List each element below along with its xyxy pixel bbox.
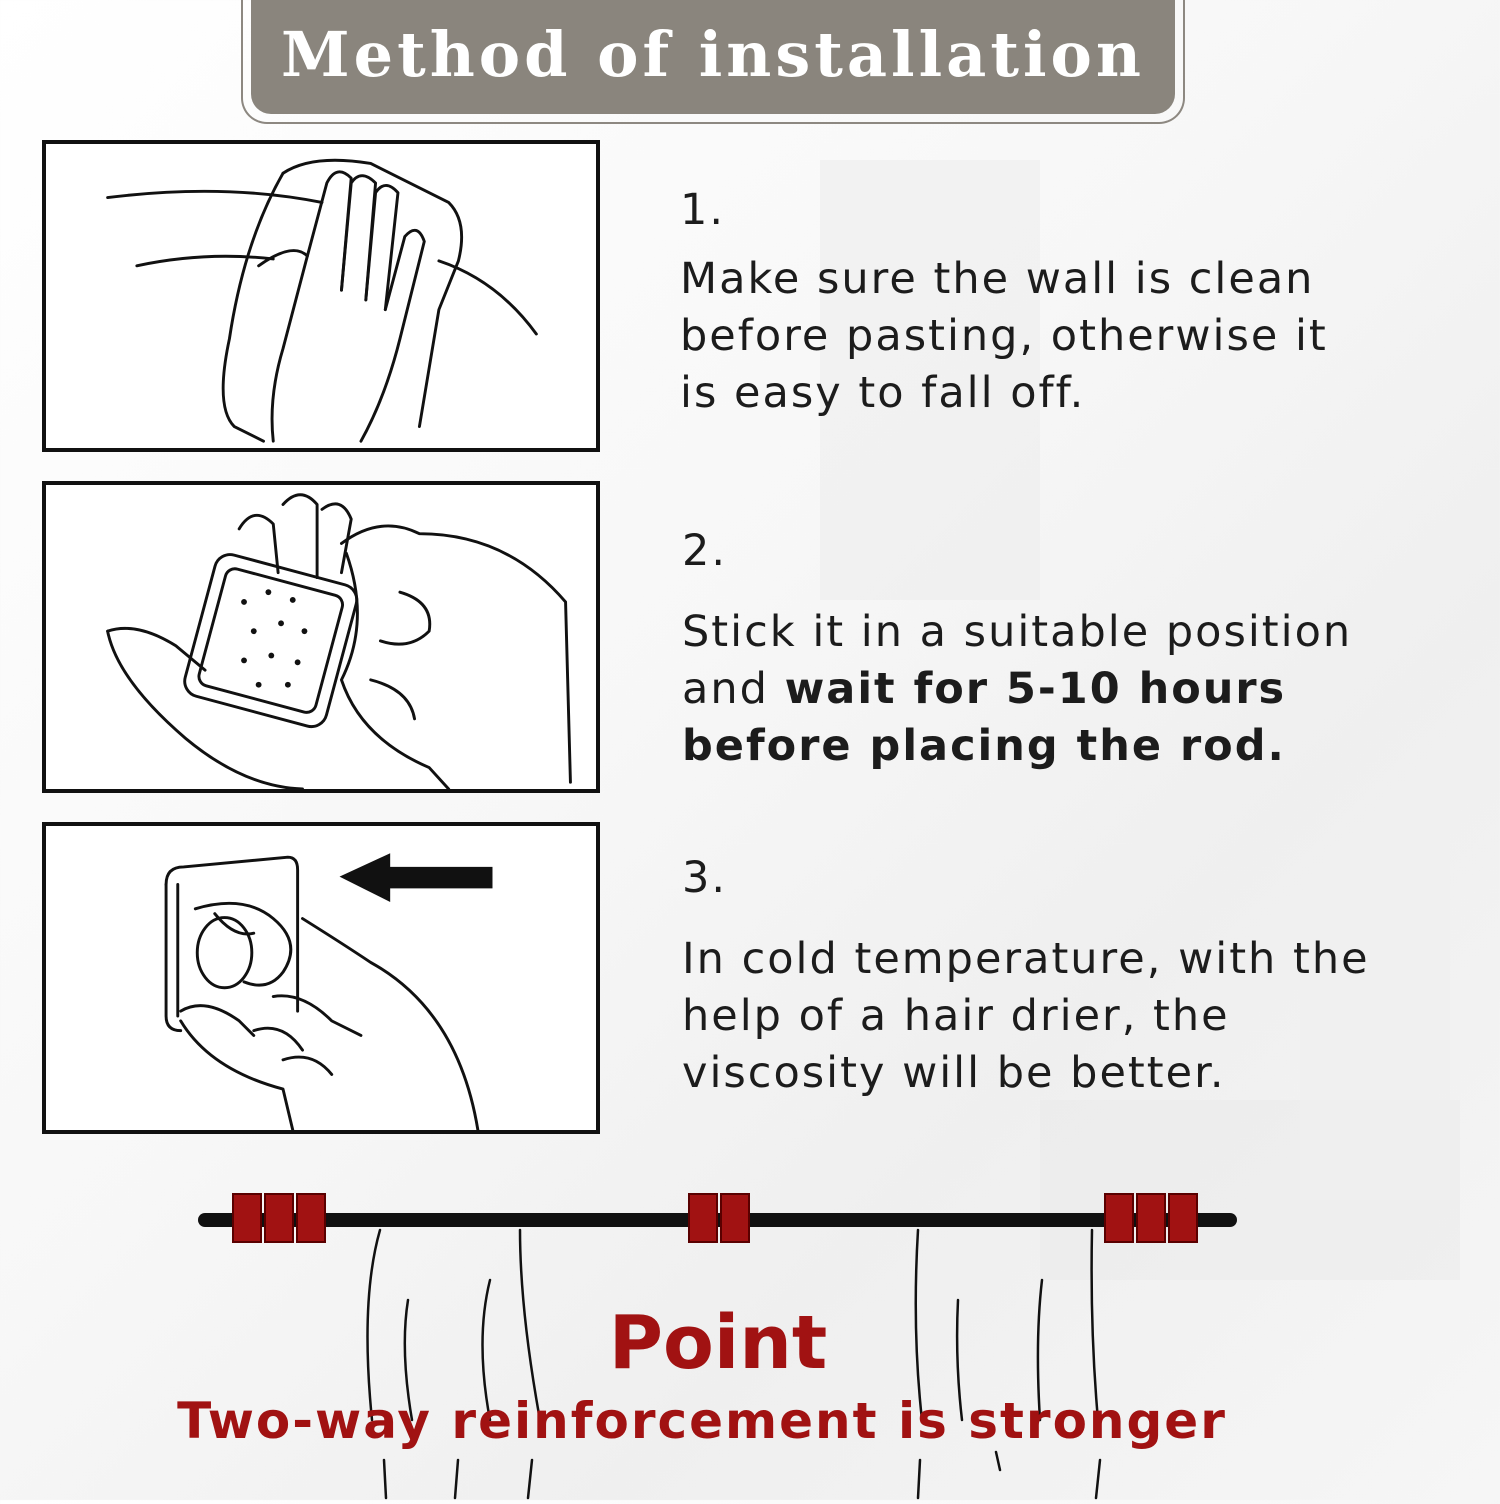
step-2-line-1: Stick it in a suitable position [682, 607, 1353, 657]
wipe-wall-icon [46, 144, 596, 448]
step-1-line-3: is easy to fall off. [680, 368, 1086, 418]
step-1-line-1: Make sure the wall is clean [680, 254, 1315, 304]
arrow-left-icon [46, 826, 596, 1130]
step-2-line-3: before placing the rod. [682, 721, 1286, 771]
point-title: Point [608, 1300, 828, 1386]
title-banner [241, 0, 1185, 124]
page-title: Method of installation [281, 17, 1145, 91]
step-1-number: 1. [680, 185, 726, 235]
step-3-line-2: help of a hair drier, the [682, 991, 1230, 1041]
peel-adhesive-icon [46, 485, 596, 789]
step-3-line-1: In cold temperature, with the [682, 934, 1370, 984]
step-3-number: 3. [682, 853, 728, 903]
step-3-illustration [42, 822, 600, 1134]
step-2-text [682, 523, 1352, 775]
step-1-text [680, 182, 1328, 422]
step-1-illustration [42, 140, 600, 452]
step-2-line-2-plain: and [682, 664, 785, 714]
step-2-number: 2. [682, 526, 728, 576]
step-2-line-2 [682, 661, 1352, 718]
step-2-line-2-bold: wait for 5-10 hours [784, 664, 1287, 714]
point-subtitle: Two-way reinforcement is stronger [177, 1392, 1227, 1450]
step-2-illustration [42, 481, 600, 793]
step-3-text [682, 850, 1370, 1102]
step-1-line-2: before pasting, otherwise it [680, 311, 1328, 361]
step-3-line-3: viscosity will be better. [682, 1048, 1226, 1098]
